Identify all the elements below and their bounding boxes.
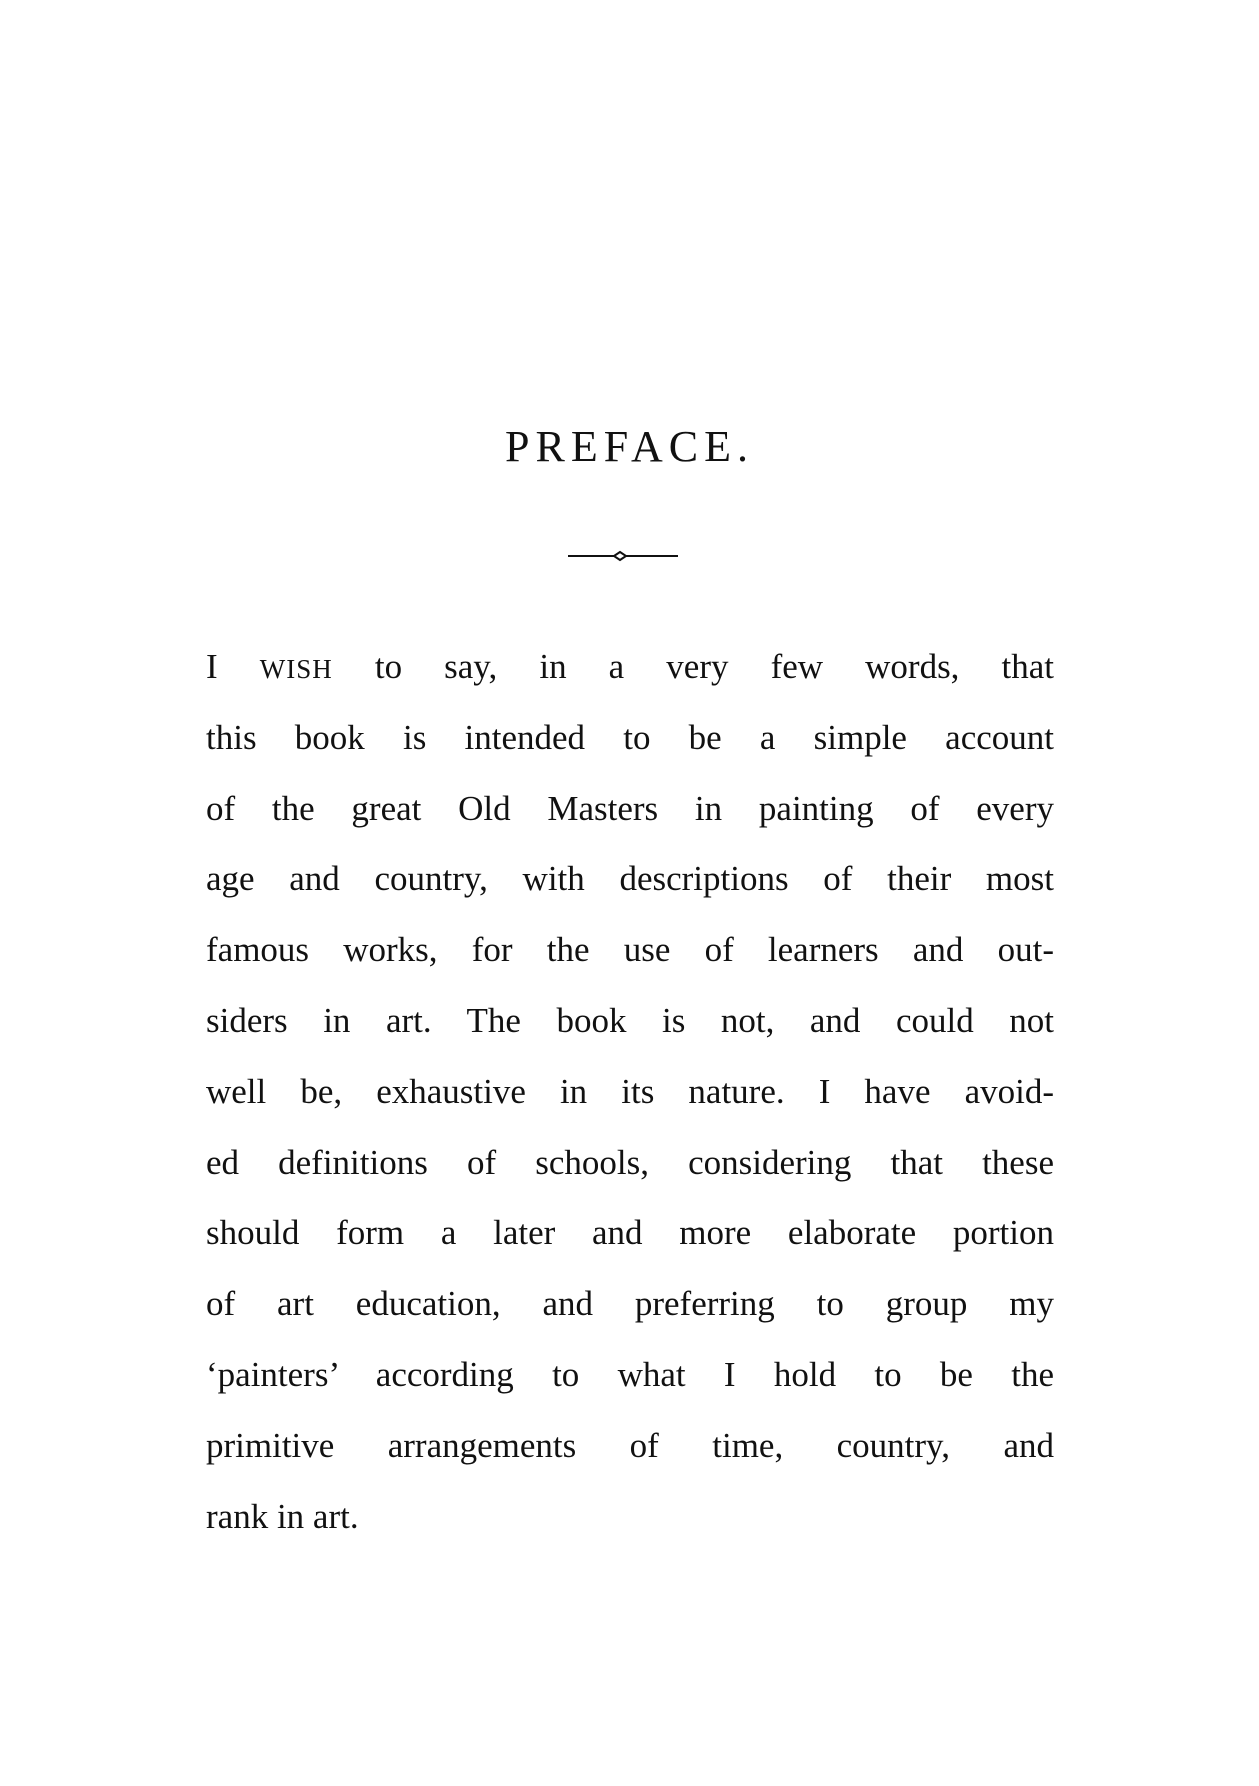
ornamental-rule-icon (568, 548, 678, 564)
text-line-11: ‘painters’ according to what I hold to be the (206, 1354, 1054, 1394)
text-line-3: of the great Old Masters in painting of every (206, 788, 1054, 828)
text-line-13: rank in art. (206, 1496, 359, 1536)
text-line-7: well be, exhaustive in its nature. I have avoid- (206, 1071, 1054, 1111)
page-title: PREFACE. (505, 422, 754, 471)
preface-paragraph (206, 632, 1054, 1552)
text-line-2: this book is intended to be a simple account (206, 717, 1054, 757)
text-line-10: of art education, and preferring to group my (206, 1284, 1054, 1324)
small-caps-word: WISH (259, 654, 333, 684)
text-line-12: primitive arrangements of time, country, and (206, 1425, 1054, 1465)
opening-word: I (206, 647, 218, 686)
text-line-4: age and country, with descriptions of their most (206, 859, 1054, 899)
text-line-9: should form a later and more elaborate portion (206, 1213, 1054, 1253)
line-text: to say, in a very few words, that (374, 647, 1055, 686)
text-line-5: famous works, for the use of learners and out- (206, 930, 1054, 970)
text-line-8: ed definitions of schools, considering that these (206, 1142, 1054, 1182)
text-line-1 (206, 632, 1054, 703)
text-line-6: siders in art. The book is not, and could not (206, 1000, 1054, 1040)
